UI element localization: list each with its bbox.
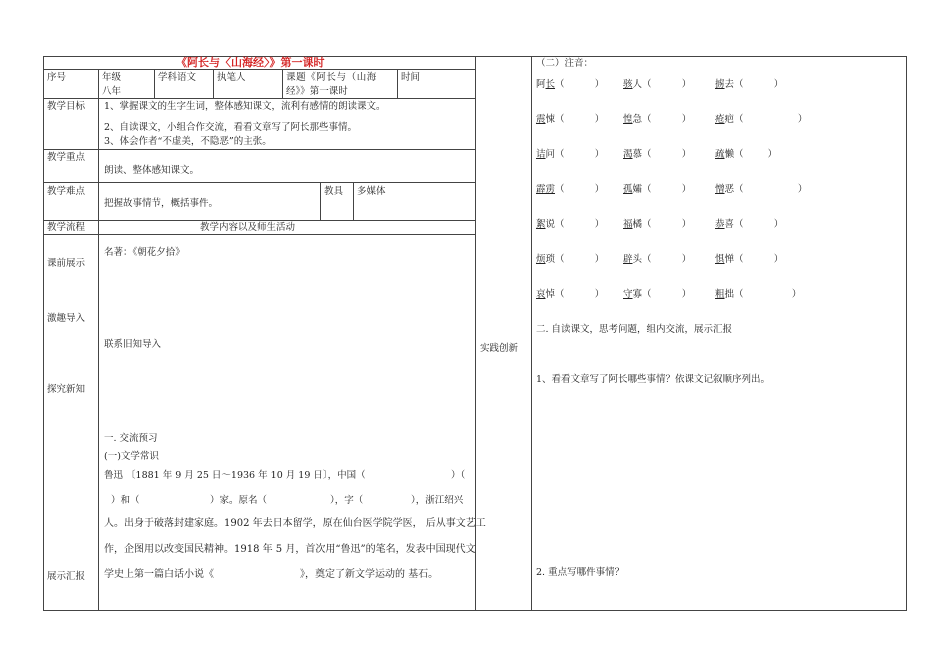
phonetic-target-char: 惶 [623,114,633,125]
phonetic-item [536,79,604,91]
phonetic-item [715,254,783,266]
question-1: 1、看看文章写了阿长哪些事情？依课文记叙顺序列出。 [536,374,771,385]
phonetic-blank: 恶（ ） [724,184,808,195]
phonetic-blank: 去（ ） [724,79,784,90]
phonetic-item [536,219,604,231]
paragraph-line: 作，企图用以改变国民精神。1918 年 5 月，首次用“鲁迅”的笔名，发表中国现代文 [104,544,476,555]
difficulty-label: 教学难点 [47,186,86,197]
goal-item: 1、掌握课文的生字生词，整体感知课文，流利有感情的朗读课文。 [104,101,386,112]
practice-label: 实践创新 [480,343,519,354]
paragraph-line: 鲁迅 〔1881 年 9 月 25 日～1936 年 10 月 19 日〕，中国（ [104,470,366,481]
phonetic-blank: 拙（ ） [724,289,802,300]
step-label: 课前展示 [47,258,86,269]
phonetic-blank: 喜（ ） [724,219,784,230]
phonetic-target-char: 哀 [536,289,546,300]
phonetic-blank: （ ） [555,79,605,90]
goals-label: 教学目标 [47,101,86,112]
phonetic-item [623,254,691,266]
phonetic-item [715,149,777,161]
phonetic-target-char: 诘 [536,149,546,160]
phonetic-item [536,114,604,126]
phonetic-blank: 悚（ ） [545,114,605,125]
phonetic-item [536,254,604,266]
phonetic-item [623,149,691,161]
phonetic-target-char: 辟 [623,254,633,265]
phonetic-item [715,79,783,91]
phonetic-blank: 琐（ ） [545,254,605,265]
phonetic-item [623,184,691,196]
table-border-left [43,56,44,611]
process-label: 教学流程 [47,222,86,233]
table-rule [43,98,476,99]
table-border-bottom [43,610,476,611]
phonetic-target-char: 疮 [715,114,725,125]
phonetic-blank: 问（ ） [545,149,605,160]
phonetic-blank: 惮（ ） [724,254,784,265]
phonetic-item [536,289,604,301]
col-rule [154,69,155,98]
phonetic-blank: 孀（ ） [632,184,692,195]
table-rule [43,149,476,150]
phonetic-item [536,184,604,196]
step-label: 展示汇报 [47,571,86,582]
phonetic-prefix: 阿 [536,79,546,90]
phonetic-item [715,184,807,196]
tools-label: 教具 [324,186,344,197]
phonetic-blank: 悼（ ） [545,289,605,300]
phonetic-item [715,289,801,301]
grade-value: 八年 [102,86,122,97]
phonetic-blank: 慕（ ） [632,149,692,160]
paragraph-line: ），字（ [330,495,364,506]
question-2: 2. 重点写哪件事情？ [536,567,625,578]
table-border-right [906,56,907,611]
paragraph-line: 》，奠定了新文学运动的 基石。 [300,569,439,580]
grade-label: 年级 [102,72,122,83]
page-title: 《阿长与〈山海经〉》第一课时 [176,56,325,69]
phonetic-target-char: 烦 [536,254,546,265]
table-rule [43,220,476,221]
col-rule [213,69,214,98]
phonetic-target-char: 粗 [715,289,725,300]
phonetic-blank: 橘（ ） [632,219,692,230]
phonetic-target-char: 疏 [715,149,725,160]
phonetic-item [623,289,691,301]
col-rule [397,69,398,98]
phonetic-target-char: 恭 [715,219,725,230]
intro-text: 联系旧知导入 [104,339,162,350]
phonetic-target-char: 福 [623,219,633,230]
sub1-heading: (一)文学常识 [104,451,159,462]
phonetic-item [623,219,691,231]
focus-label: 教学重点 [47,152,86,163]
phonetic-target-char: 震 [536,114,546,125]
tools-value: 多媒体 [357,186,386,197]
table-border-bottom [475,610,907,611]
col-rule [320,182,321,220]
topic-line1: 课题《阿长与（山海 [286,72,377,83]
table-rule [43,69,476,70]
author-label: 执笔人 [217,72,246,83]
section2-heading: 二. 自读课文，思考问题，组内交流，展示汇报 [536,324,733,335]
paragraph-line: ）和（ [111,495,140,506]
phonetic-target-char: 掳 [715,79,725,90]
phonetic-blank: 人（ ） [632,79,692,90]
paragraph-line: ），浙江绍兴 [411,495,464,506]
focus-text: 朗读、整体感知课文。 [104,165,200,176]
difficulty-text: 把握故事情节，概括事件。 [104,198,219,209]
masterpiece-text: 名著：《朝花夕拾》 [104,247,185,258]
goal-item: 3、体会作者“不虚美，不隐恶”的主张。 [104,136,272,147]
phonetic-target-char: 骇 [623,79,633,90]
phonetic-blank: （ ） [555,184,605,195]
process-header: 教学内容以及师生活动 [200,222,296,233]
phonetic-blank: 头（ ） [632,254,692,265]
table-border-top [475,56,907,57]
paragraph-line: ）家。原名（ [210,495,268,506]
phonetic-blank: 急（ ） [632,114,692,125]
phonetic-blank: 寡（ ） [632,289,692,300]
goal-item: 2、自读课文，小组合作交流，看看文章写了阿长那些事情。 [104,122,358,133]
phonetic-item [623,114,691,126]
phonetic-target-char: 絮 [536,219,546,230]
phonetic-item [536,149,604,161]
phonetic-title: （二）注音： [536,58,594,69]
phonetic-target-char: 渴 [623,149,633,160]
subject-label: 学科语文 [158,72,197,83]
section1-heading: 一. 交流预习 [104,433,158,444]
topic-line2: 经》》第一课时 [286,86,348,97]
phonetic-item [623,79,691,91]
step-label: 激趣导入 [47,313,86,324]
table-rule [43,234,476,235]
phonetic-target-char: 孤 [623,184,633,195]
phonetic-item [715,114,807,126]
phonetic-target-char: 长 [545,79,556,90]
phonetic-target-char: 憎 [715,184,725,195]
col-rule [531,56,532,611]
phonetic-target-char: 霹雳 [536,184,556,195]
time-label: 时间 [401,72,421,83]
step-label: 探究新知 [47,384,86,395]
col-rule [98,69,99,611]
phonetic-target-char: 守 [623,289,633,300]
phonetic-blank: 懒（ ） [724,149,778,160]
col-rule [282,69,283,98]
phonetic-blank: 说（ ） [545,219,605,230]
paragraph-line: ）（ [451,470,466,481]
col-rule [353,182,354,220]
phonetic-blank: 疤（ ） [724,114,808,125]
seq-label: 序号 [47,72,67,83]
paragraph-line: 人。出身于破落封建家庭。1902 年去日本留学，原在仙台医学院学医， 后从事文艺工 [104,518,486,529]
paragraph-line: 学史上第一篇白话小说《 [104,569,214,580]
phonetic-item [715,219,783,231]
phonetic-target-char: 惧 [715,254,725,265]
table-rule [43,182,476,183]
